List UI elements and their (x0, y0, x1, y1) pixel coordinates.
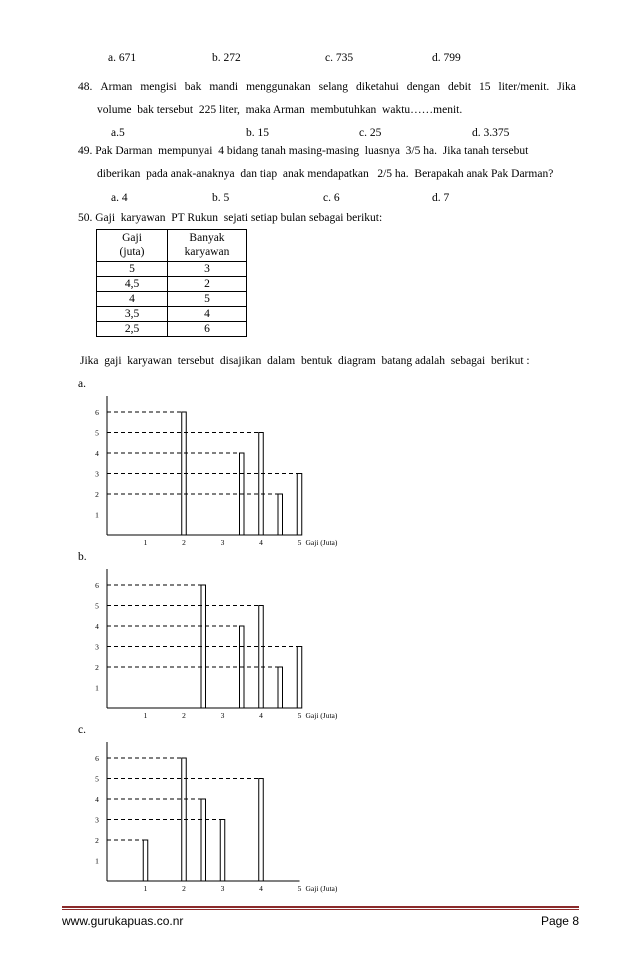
x-tick-label: 4 (259, 884, 263, 893)
y-tick-label: 4 (95, 449, 99, 458)
x-tick-label: 5 (297, 538, 302, 547)
q49-option-d: d. 7 (432, 192, 450, 204)
q48-word: mengisi (140, 81, 177, 93)
q48-word: mandi (209, 81, 239, 93)
q49-line1: 49. Pak Darman mempunyai 4 bidang tanah masing-masing luasnya 3/5 ha. Jika tanah tersebut (78, 145, 529, 157)
q48-word: Arman (100, 81, 133, 93)
x-tick-label: 1 (143, 884, 148, 893)
y-tick-label: 6 (95, 754, 99, 763)
footer-page-number: Page 8 (540, 914, 579, 928)
q48-option-b: b. 15 (246, 127, 269, 139)
y-tick-label: 3 (95, 815, 99, 825)
q48-word: liter/menit. (498, 81, 550, 93)
x-tick-label: 2 (182, 711, 186, 720)
q48-word: diketahui (356, 81, 399, 93)
q48-word: 15 (479, 81, 491, 93)
y-tick-label: 4 (95, 795, 99, 804)
bar (297, 474, 302, 536)
q49-option-b: b. 5 (212, 192, 230, 204)
x-tick-label: 2 (182, 884, 186, 893)
table-cell-gaji: 4 (97, 292, 168, 307)
y-tick-label: 2 (95, 490, 99, 499)
x-axis-label: Gaji (Juta) (305, 884, 338, 893)
x-tick-label: 3 (220, 538, 225, 547)
y-tick-label: 5 (95, 774, 99, 784)
bar (297, 647, 302, 709)
y-tick-label: 1 (95, 683, 99, 693)
header-text: Banyak (189, 232, 225, 244)
q48-option-c: c. 25 (359, 127, 382, 139)
x-axis-label: Gaji (Juta) (305, 711, 338, 720)
table-row (97, 307, 247, 322)
y-tick-label: 5 (95, 601, 99, 611)
q49-line2: diberikan pada anak-anaknya dan tiap anak mendapatkan 2/5 ha. Berapakah anak Pak Darman? (97, 168, 554, 180)
q48-word: menggunakan (246, 81, 311, 93)
table-header-row (97, 230, 247, 262)
y-tick-label: 1 (95, 510, 99, 520)
y-tick-label: 4 (95, 622, 99, 631)
x-tick-label: 3 (220, 711, 225, 720)
table-header-gaji (97, 230, 168, 262)
table-cell-gaji: 3,5 (97, 307, 168, 322)
q47-option-b: b. 272 (212, 52, 241, 64)
table-cell-gaji: 2,5 (97, 322, 168, 337)
q48-word: dengan (406, 81, 441, 93)
header-text: karyawan (184, 246, 230, 258)
x-tick-label: 3 (220, 884, 225, 893)
table-cell-banyak: 6 (168, 322, 247, 337)
q49-option-c: c. 6 (323, 192, 340, 204)
q48-word: bak (184, 81, 202, 93)
table-row (97, 262, 247, 277)
table-cell-banyak: 5 (168, 292, 247, 307)
bar (259, 433, 264, 536)
table-row (97, 277, 247, 292)
q48-word: selang (318, 81, 348, 93)
y-tick-label: 1 (95, 856, 99, 866)
y-tick-label: 2 (95, 836, 99, 845)
x-tick-label: 1 (143, 538, 148, 547)
footer-rule-thin (62, 909, 579, 910)
table-cell-gaji: 5 (97, 262, 168, 277)
q47-option-a: a. 671 (108, 52, 137, 64)
bar (278, 667, 283, 708)
header-text: Gaji (122, 232, 142, 244)
bar (259, 779, 264, 882)
chart-b-label: b. (78, 551, 87, 563)
y-tick-label: 6 (95, 408, 99, 417)
q50-prompt: Jika gaji karyawan tersebut disajikan dalam bentuk diagram batang adalah sebagai berikut : (80, 355, 530, 367)
table-cell-gaji: 4,5 (97, 277, 168, 292)
x-tick-label: 1 (143, 711, 148, 720)
q50-text: 50. Gaji karyawan PT Rukun sejati setiap bulan sebagai berikut: (78, 212, 383, 224)
x-tick-label: 2 (182, 538, 186, 547)
bar (278, 494, 283, 535)
bar (259, 606, 264, 709)
x-tick-label: 5 (297, 884, 302, 893)
chart-a-label: a. (78, 378, 86, 390)
q48-line1 (78, 81, 576, 93)
y-tick-label: 2 (95, 663, 99, 672)
chart-b (80, 566, 350, 722)
table-header-banyak (168, 230, 247, 262)
header-text: (juta) (119, 246, 145, 258)
table-cell-banyak: 4 (168, 307, 247, 322)
bar (201, 799, 206, 881)
bar (220, 820, 225, 882)
y-tick-label: 5 (95, 428, 99, 438)
table-row (97, 322, 247, 337)
x-axis-label: Gaji (Juta) (305, 538, 338, 547)
footer-website: www.gurukapuas.co.nr (62, 914, 184, 928)
salary-table (96, 229, 247, 337)
q48-word: 48. (78, 81, 93, 93)
table-row (97, 292, 247, 307)
footer-rule (62, 906, 579, 908)
y-tick-label: 3 (95, 642, 99, 652)
footer (62, 914, 579, 928)
x-tick-label: 4 (259, 538, 263, 547)
q48-option-d: d. 3.375 (472, 127, 510, 139)
x-tick-label: 5 (297, 711, 302, 720)
q48-line2: volume bak tersebut 225 liter, maka Arman membutuhkan waktu……menit. (97, 104, 463, 116)
y-tick-label: 6 (95, 581, 99, 590)
q48-word: Jika (557, 81, 576, 93)
chart-c (80, 739, 350, 895)
q47-option-c: c. 735 (325, 52, 354, 64)
table-cell-banyak: 3 (168, 262, 247, 277)
q47-option-d: d. 799 (432, 52, 461, 64)
bar (143, 840, 148, 881)
chart-a (80, 393, 350, 549)
x-tick-label: 4 (259, 711, 263, 720)
q48-word: debit (448, 81, 472, 93)
q48-option-a: a.5 (111, 127, 125, 139)
chart-c-label: c. (78, 724, 86, 736)
q49-option-a: a. 4 (111, 192, 128, 204)
y-tick-label: 3 (95, 469, 99, 479)
table-cell-banyak: 2 (168, 277, 247, 292)
